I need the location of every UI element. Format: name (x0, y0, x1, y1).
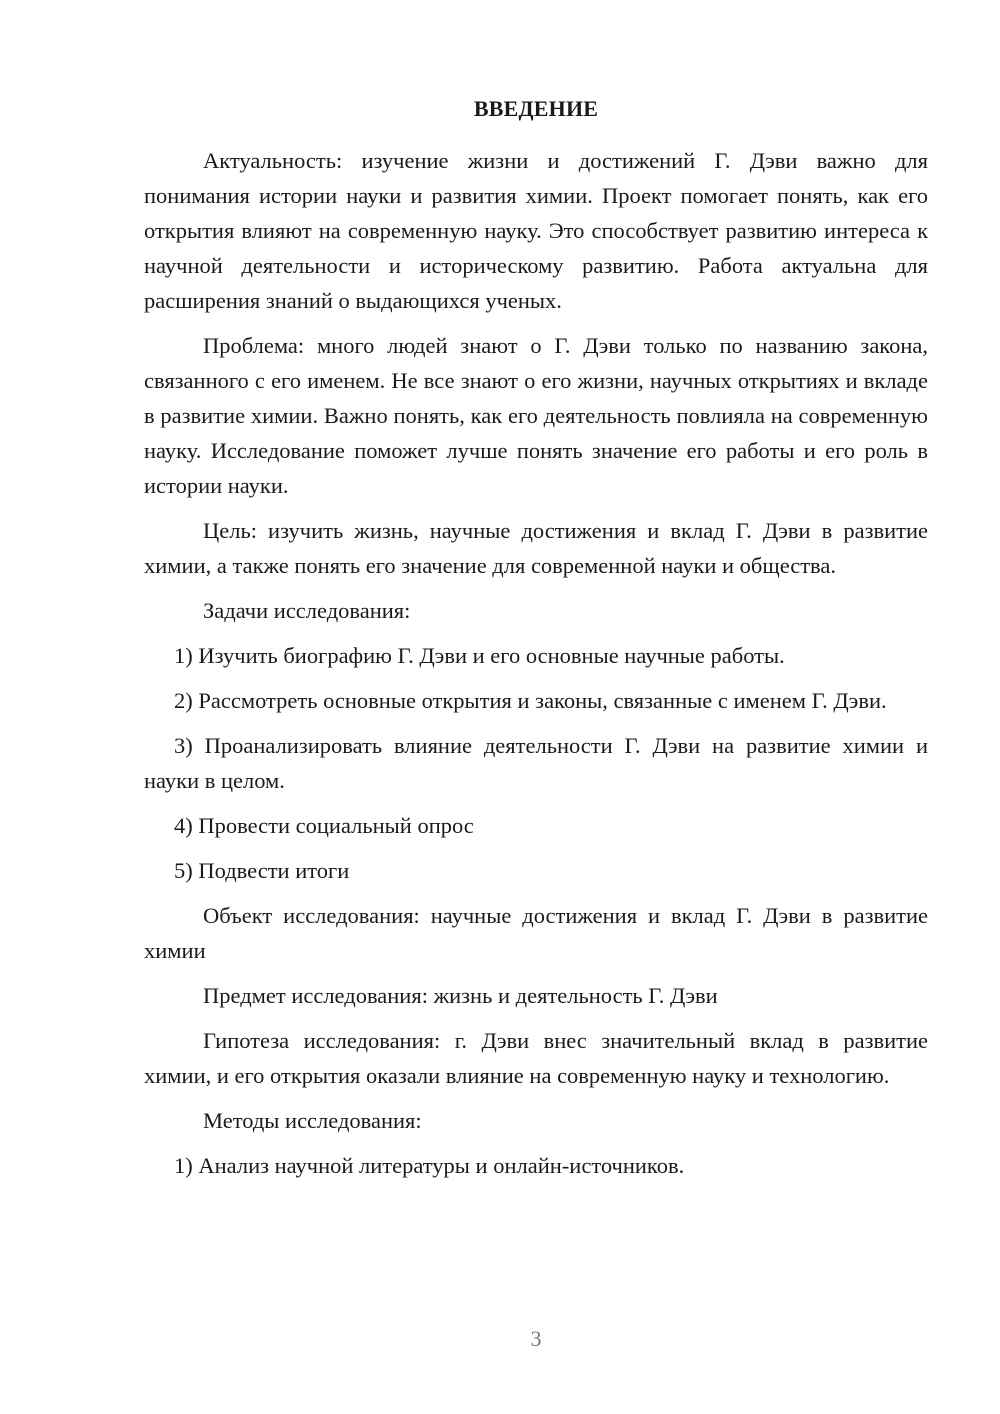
paragraph-relevance: Актуальность: изучение жизни и достижений Г. Дэви важно для понимания истории науки и развития химии. Проект помогает понять, как его открытия влияют на современную науку. Это способствует развитию интереса к научной деятельности и историческому развитию. Работа актуальна для расширения знаний о выдающихся ученых. (144, 148, 928, 313)
list-item-task-1: 1) Изучить биографию Г. Дэви и его основные научные работы. (174, 643, 785, 668)
page-title: ВВЕДЕНИЕ (473, 96, 599, 121)
paragraph-problem: Проблема: много людей знают о Г. Дэви только по названию закона, связанного с его именем. Не все знают о его жизни, научных открытиях и вкладе в развитие химии. Важно понять, как его деятельность повлияла на современную науку. Исследование поможет лучше понять значение его работы и его роль в истории науки. (144, 333, 928, 498)
list-item-task-2: 2) Рассмотреть основные открытия и законы, связанные с именем Г. Дэви. (174, 688, 887, 713)
list-item-task-3: 3) Проанализировать влияние деятельности Г. Дэви на развитие химии и науки в целом. (144, 733, 928, 793)
paragraph-hypothesis: Гипотеза исследования: г. Дэви внес значительный вклад в развитие химии, и его открытия оказали влияние на современную науку и технологию. (144, 1028, 928, 1088)
paragraph-subject: Предмет исследования: жизнь и деятельность Г. Дэви (203, 983, 718, 1008)
paragraph-object: Объект исследования: научные достижения и вклад Г. Дэви в развитие химии (144, 903, 928, 963)
paragraph-goal: Цель: изучить жизнь, научные достижения и вклад Г. Дэви в развитие химии, а также понять его значение для современной науки и общества. (144, 518, 928, 578)
page-number: 3 (530, 1326, 542, 1351)
list-item-method-1: 1) Анализ научной литературы и онлайн-источников. (174, 1153, 685, 1178)
list-item-task-5: 5) Подвести итоги (174, 858, 350, 883)
list-item-task-4: 4) Провести социальный опрос (174, 813, 474, 838)
paragraph-methods-heading: Методы исследования: (203, 1108, 422, 1133)
document-body (144, 143, 928, 1183)
paragraph-tasks-heading: Задачи исследования: (203, 598, 411, 623)
